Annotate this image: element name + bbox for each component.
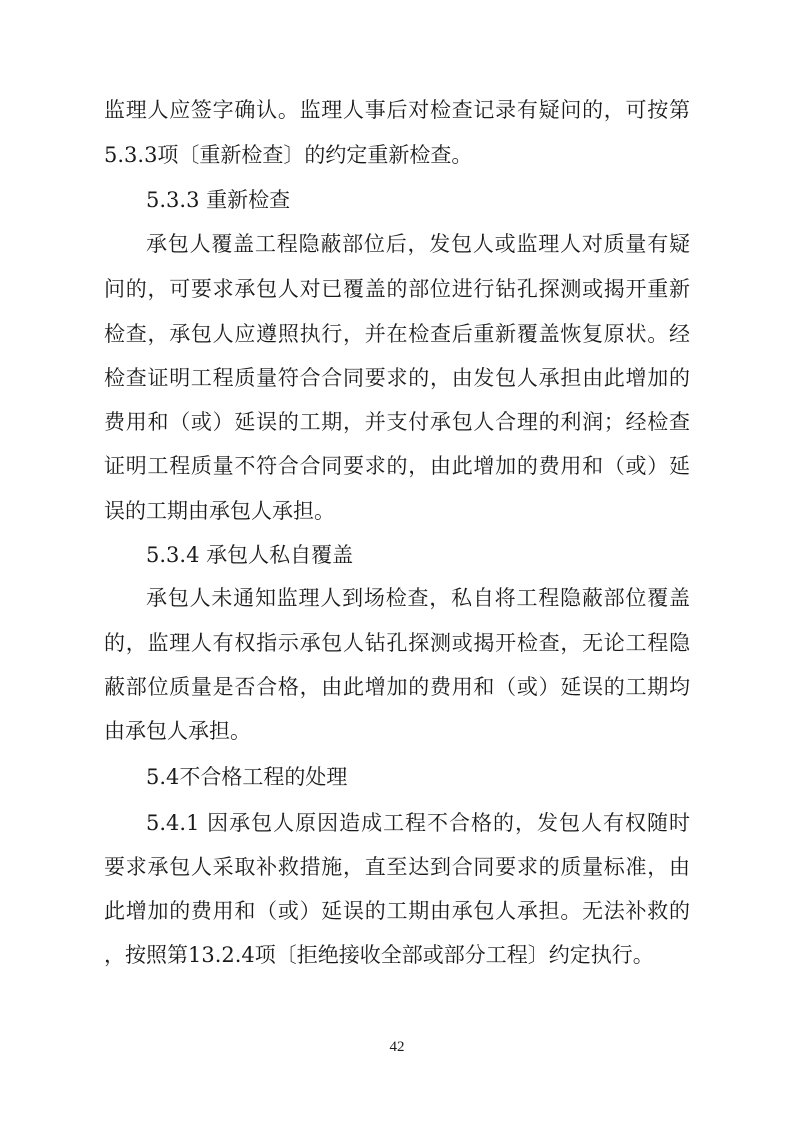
text-line: 承包人未通知监理人到场检查，私自将工程隐蔽部位覆盖 xyxy=(146,586,690,610)
text-line: 要求承包人采取补救措施，直至达到合同要求的质量标准，由 xyxy=(104,855,690,879)
section-heading-5-4: 5.4不合格工程的处理 xyxy=(146,765,348,789)
text-line: 问的，可要求承包人对已覆盖的部位进行钻孔探测或揭开重新 xyxy=(104,277,690,301)
text-line: 承包人覆盖工程隐蔽部位后，发包人或监理人对质量有疑 xyxy=(146,232,690,256)
section-heading-5-3-4: 5.3.4 承包人私自覆盖 xyxy=(146,543,354,567)
text-line: 由承包人承担。 xyxy=(104,719,251,743)
text-line: 此增加的费用和（或）延误的工期由承包人承担。无法补救的 xyxy=(104,899,690,923)
text-line: 5.3.3项〔重新检查〕的约定重新检查。 xyxy=(104,143,473,167)
text-line: 5.4.1 因承包人原因造成工程不合格的，发包人有权随时 xyxy=(146,811,690,835)
page-number: 42 xyxy=(389,1039,405,1055)
text-line: ，按照第13.2.4项〔拒绝接收全部或部分工程〕约定执行。 xyxy=(104,943,654,967)
section-heading-5-3-3: 5.3.3 重新检查 xyxy=(146,188,291,212)
text-line: 监理人应签字确认。监理人事后对检查记录有疑问的，可按第 xyxy=(104,98,690,122)
text-line: 证明工程质量不符合合同要求的，由此增加的费用和（或）延 xyxy=(104,454,690,478)
text-line: 蔽部位质量是否合格，由此增加的费用和（或）延误的工期均 xyxy=(104,675,690,699)
text-line: 检查，承包人应遵照执行，并在检查后重新覆盖恢复原状。经 xyxy=(104,322,690,346)
text-line: 误的工期由承包人承担。 xyxy=(104,499,335,523)
text-line: 的，监理人有权指示承包人钻孔探测或揭开检查，无论工程隐 xyxy=(104,631,690,655)
text-line: 检查证明工程质量符合合同要求的，由发包人承担由此增加的 xyxy=(104,366,690,390)
text-line: 费用和（或）延误的工期，并支付承包人合理的利润；经检查 xyxy=(104,410,690,434)
